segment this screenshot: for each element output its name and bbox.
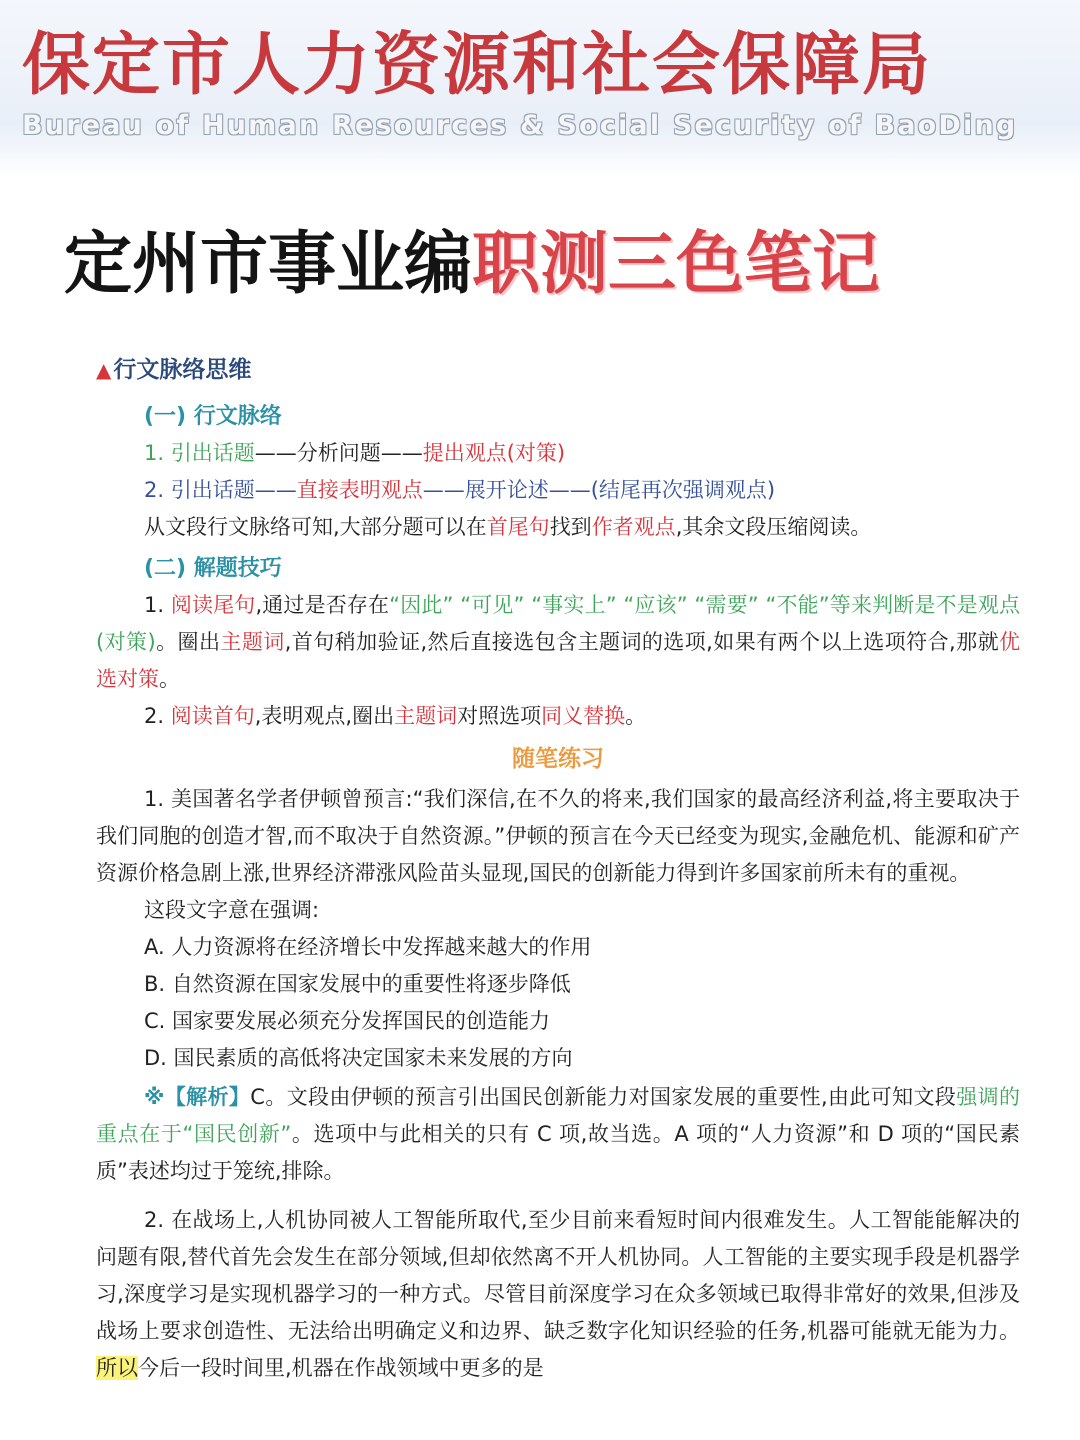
text-plain: ,首句稍加验证,然后直接选包含主题词的选项,如果有两个以上选项符合,那就: [284, 630, 1000, 654]
text-red: 阅读首句: [170, 704, 255, 728]
header-banner: [0, 0, 1080, 178]
text-plain: 。: [625, 704, 647, 728]
text-red: 首尾句: [486, 515, 550, 539]
text-green: 强调的重点在于“国民创新”: [96, 1085, 1020, 1146]
question-1-text: 1. 美国著名学者伊顿曾预言:“我们深信,在不久的将来,我们国家的最高经济利益,将主要取决于我们同胞的创造才智,而不取决于自然资源。”伊顿的预言在今天已经变为现实,金融危机、能源和矿产资源价格急剧上涨,世界经济滞涨风险苗头显现,国民的创新能力得到许多国家前所未有的重视。: [96, 787, 1020, 885]
structure-line-2: [96, 472, 1020, 509]
technique-1: [96, 587, 1020, 698]
text-red: 同义替换: [541, 704, 626, 728]
text-blue: ——: [422, 478, 465, 502]
text-plain: ,通过是否存在: [255, 593, 390, 617]
structure-summary: [96, 509, 1020, 546]
text-plain: 2.: [144, 704, 171, 728]
text-red: 主题词: [394, 704, 458, 728]
text-blue: 2. 引出话题: [144, 478, 255, 502]
section-heading-text: 行文脉络思维: [113, 357, 252, 383]
note-content: [96, 350, 1020, 1387]
option-a: A. 人力资源将在经济增长中发挥越来越大的作用: [144, 935, 592, 959]
option-c: C. 国家要发展必须充分发挥国民的创造能力: [144, 1009, 551, 1033]
text-plain: 今后一段时间里,机器在作战领域中更多的是: [138, 1356, 544, 1380]
text-plain: 。: [159, 667, 180, 691]
text-plain: 找到: [549, 515, 592, 539]
question-2-text: [96, 1202, 1020, 1387]
text-blue: ——: [254, 478, 297, 502]
spacer: [96, 1190, 1020, 1202]
bureau-name-en: Bureau of Human Resources & Social Security of BaoDing: [22, 110, 1018, 141]
triangle-marker-icon: ▲: [96, 358, 112, 382]
text-red: 阅读尾句: [170, 593, 256, 617]
text-plain: 。选项中与此相关的只有 C 项,故当选。A 项的“人力资源”和 D 项的“国民素质”表述均过于笼统,排除。: [96, 1122, 1020, 1183]
text-blue: 展开论述——(结尾再次强调观点): [464, 478, 776, 502]
text-red: 主题词: [220, 630, 285, 654]
option-d: D. 国民素质的高低将决定国家未来发展的方向: [144, 1046, 573, 1070]
bureau-name-cn: 保定市人力资源和社会保障局: [22, 26, 933, 105]
structure-line-1: [96, 435, 1020, 472]
title-black-part: 定州市事业编: [64, 224, 473, 304]
technique-2: [96, 698, 1020, 735]
text-plain: 。圈出: [155, 630, 221, 654]
subsection-heading-2: (二) 解题技巧: [144, 556, 282, 581]
subsection-heading-1: (一) 行文脉络: [144, 404, 282, 429]
text-red: 提出观点(对策): [422, 441, 566, 465]
title-red-part: 职测三色笔记: [472, 224, 881, 304]
practice-heading: 随笔练习: [512, 746, 604, 772]
text-plain: 1.: [144, 593, 171, 617]
option-b: B. 自然资源在国家发展中的重要性将逐步降低: [144, 972, 571, 996]
text-green: “因此” “可见” “事实上” “应该” “需要” “不能”等来判断是不是观点(对策): [96, 593, 1020, 654]
highlighted-text: 所以: [96, 1356, 138, 1380]
text-plain: ,表明观点,圈出: [254, 704, 395, 728]
question-1-analysis: [96, 1079, 1020, 1190]
text-plain: 2. 在战场上,人机协同被人工智能所取代,至少目前来看短时间内很难发生。人工智能能解决的问题有限,替代首先会发生在部分领域,但却依然离不开人机协同。人工智能的主要实现手段是机器学习,深度学习是实现机器学习的一种方式。尽管目前深度学习在众多领域已取得非常好的效果,但涉及战场上要求创造性、无法给出明确定义和边界、缺乏数字化知识经验的任务,机器可能就无能为力。: [96, 1208, 1020, 1343]
page-title: [64, 218, 1024, 310]
text-red: 作者观点: [591, 515, 676, 539]
text-plain: 对照选项: [457, 704, 542, 728]
section-heading: [96, 350, 1020, 390]
text-plain: ,其余文段压缩阅读。: [675, 515, 872, 539]
text-red: 直接表明观点: [296, 478, 423, 502]
text-plain: 从文段行文脉络可知,大部分题可以在: [144, 515, 487, 539]
analysis-label: ※【解析】: [144, 1085, 251, 1109]
text-plain: ——分析问题——: [254, 441, 423, 465]
question-1-stem: 这段文字意在强调:: [144, 898, 320, 922]
text-red: 优选对策: [96, 630, 1021, 691]
text-plain: C。文段由伊顿的预言引出国民创新能力对国家发展的重要性,由此可知文段: [250, 1085, 957, 1109]
text-green: 1. 引出话题: [144, 441, 255, 465]
